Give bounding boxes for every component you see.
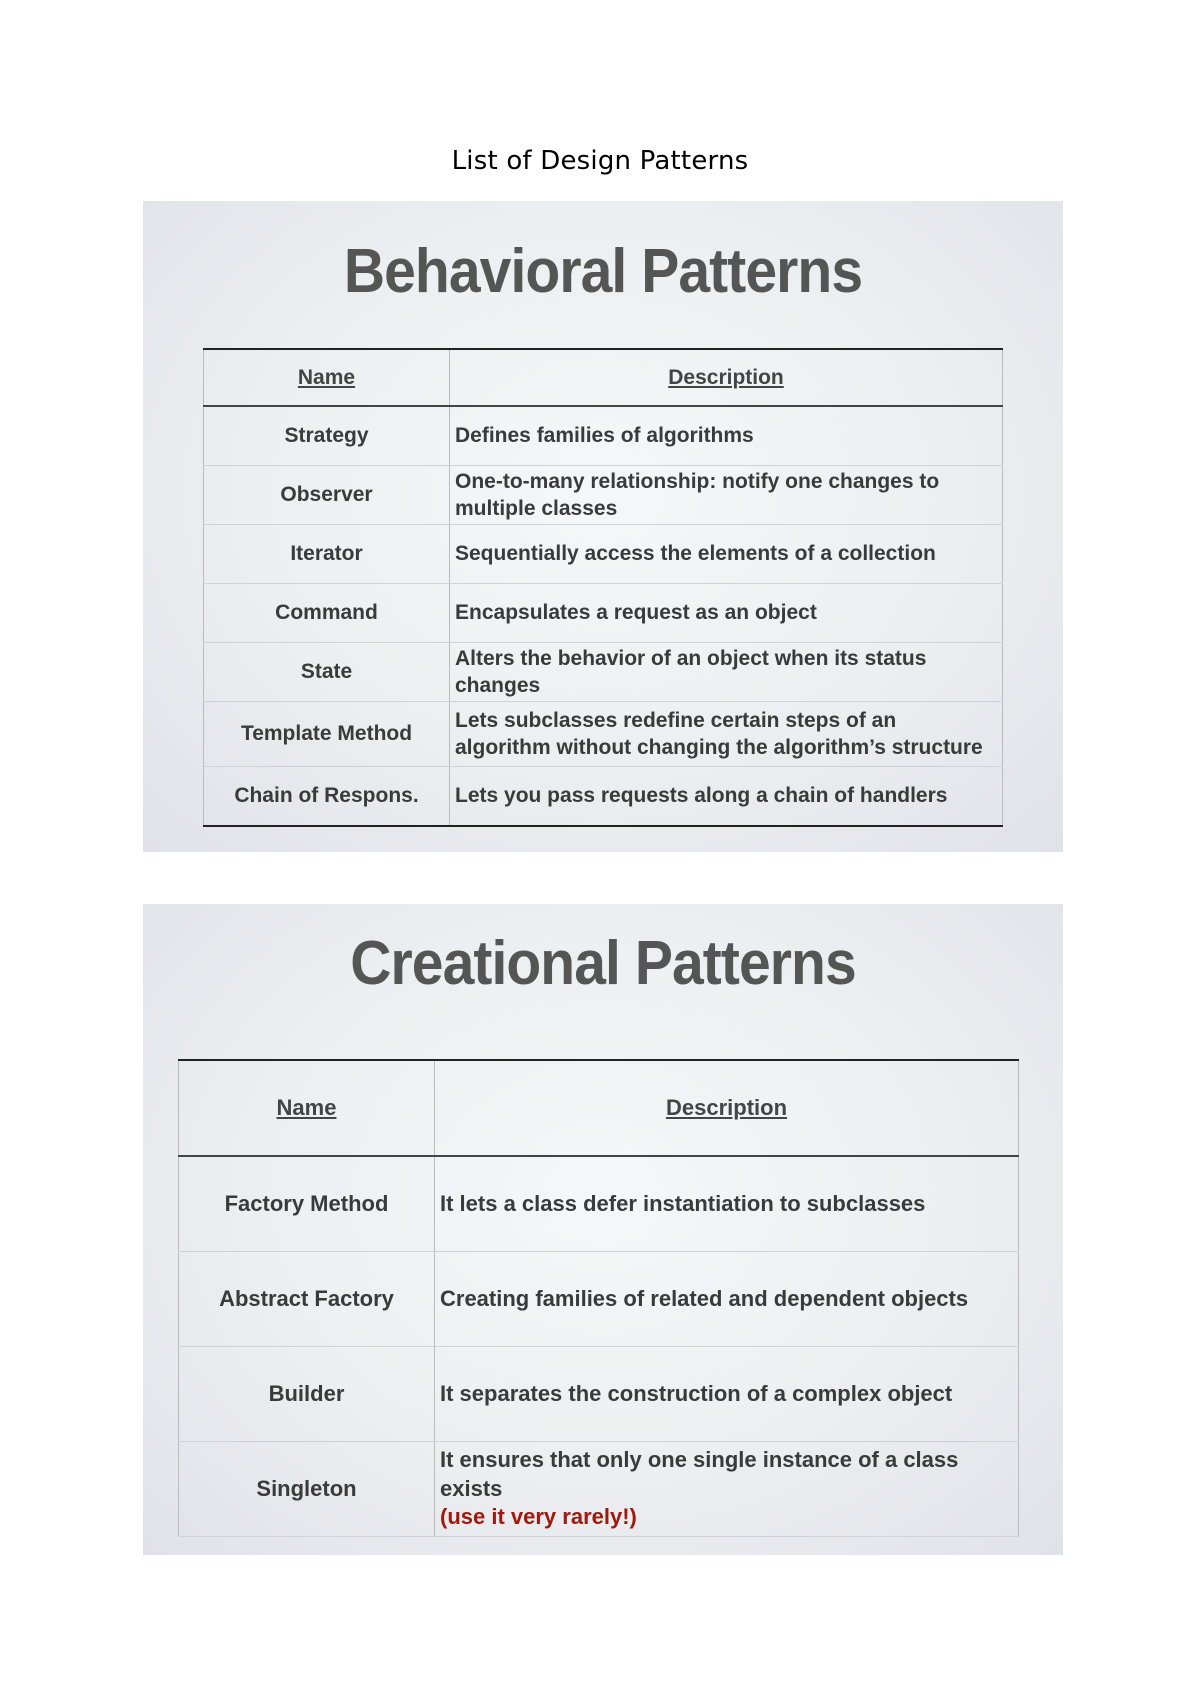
pattern-name: Template Method (204, 702, 450, 767)
table-row (204, 643, 1003, 702)
pattern-description: It ensures that only one single instance of a class exists (440, 1447, 959, 1501)
pattern-name: Builder (179, 1347, 435, 1442)
table-row (204, 584, 1003, 643)
pattern-name: Chain of Respons. (204, 767, 450, 827)
behavioral-heading: Behavioral Patterns (343, 237, 863, 306)
behavioral-table (203, 348, 1003, 827)
creational-table (178, 1059, 1019, 1537)
pattern-description: Sequentially access the elements of a collection (450, 525, 1003, 584)
pattern-name: Abstract Factory (179, 1252, 435, 1347)
behavioral-patterns-slide (143, 201, 1063, 852)
table-row (204, 525, 1003, 584)
pattern-name: Iterator (204, 525, 450, 584)
pattern-name: State (204, 643, 450, 702)
pattern-description: One-to-many relationship: notify one changes to multiple classes (450, 466, 1003, 525)
pattern-name: Observer (204, 466, 450, 525)
table-row (179, 1252, 1019, 1347)
pattern-name: Command (204, 584, 450, 643)
pattern-description-cell (435, 1442, 1019, 1537)
pattern-description: Lets you pass requests along a chain of handlers (450, 767, 1003, 827)
table-row (204, 406, 1003, 466)
pattern-description: Defines families of algorithms (450, 406, 1003, 466)
table-row (204, 767, 1003, 827)
name-column-header: Name (204, 349, 450, 406)
description-column-header: Description (435, 1060, 1019, 1156)
pattern-description: Lets subclasses redefine certain steps of an algorithm without changing the algorithm’s structure (450, 702, 1003, 767)
pattern-name: Factory Method (179, 1156, 435, 1252)
creational-patterns-slide (143, 904, 1063, 1555)
table-row (204, 466, 1003, 525)
table-header-row (179, 1060, 1019, 1156)
pattern-description: It separates the construction of a complex object (435, 1347, 1019, 1442)
warning-note: (use it very rarely!) (440, 1504, 637, 1530)
pattern-name: Strategy (204, 406, 450, 466)
pattern-description: Creating families of related and dependent objects (435, 1252, 1019, 1347)
creational-heading: Creational Patterns (350, 929, 856, 998)
name-column-header: Name (179, 1060, 435, 1156)
table-row (204, 702, 1003, 767)
table-row (179, 1347, 1019, 1442)
pattern-name: Singleton (179, 1442, 435, 1537)
pattern-description: Encapsulates a request as an object (450, 584, 1003, 643)
description-column-header: Description (450, 349, 1003, 406)
table-row (179, 1442, 1019, 1537)
pattern-description: Alters the behavior of an object when its status changes (450, 643, 1003, 702)
table-header-row (204, 349, 1003, 406)
table-row (179, 1156, 1019, 1252)
pattern-description: It lets a class defer instantiation to subclasses (435, 1156, 1019, 1252)
page-title: List of Design Patterns (451, 146, 749, 176)
